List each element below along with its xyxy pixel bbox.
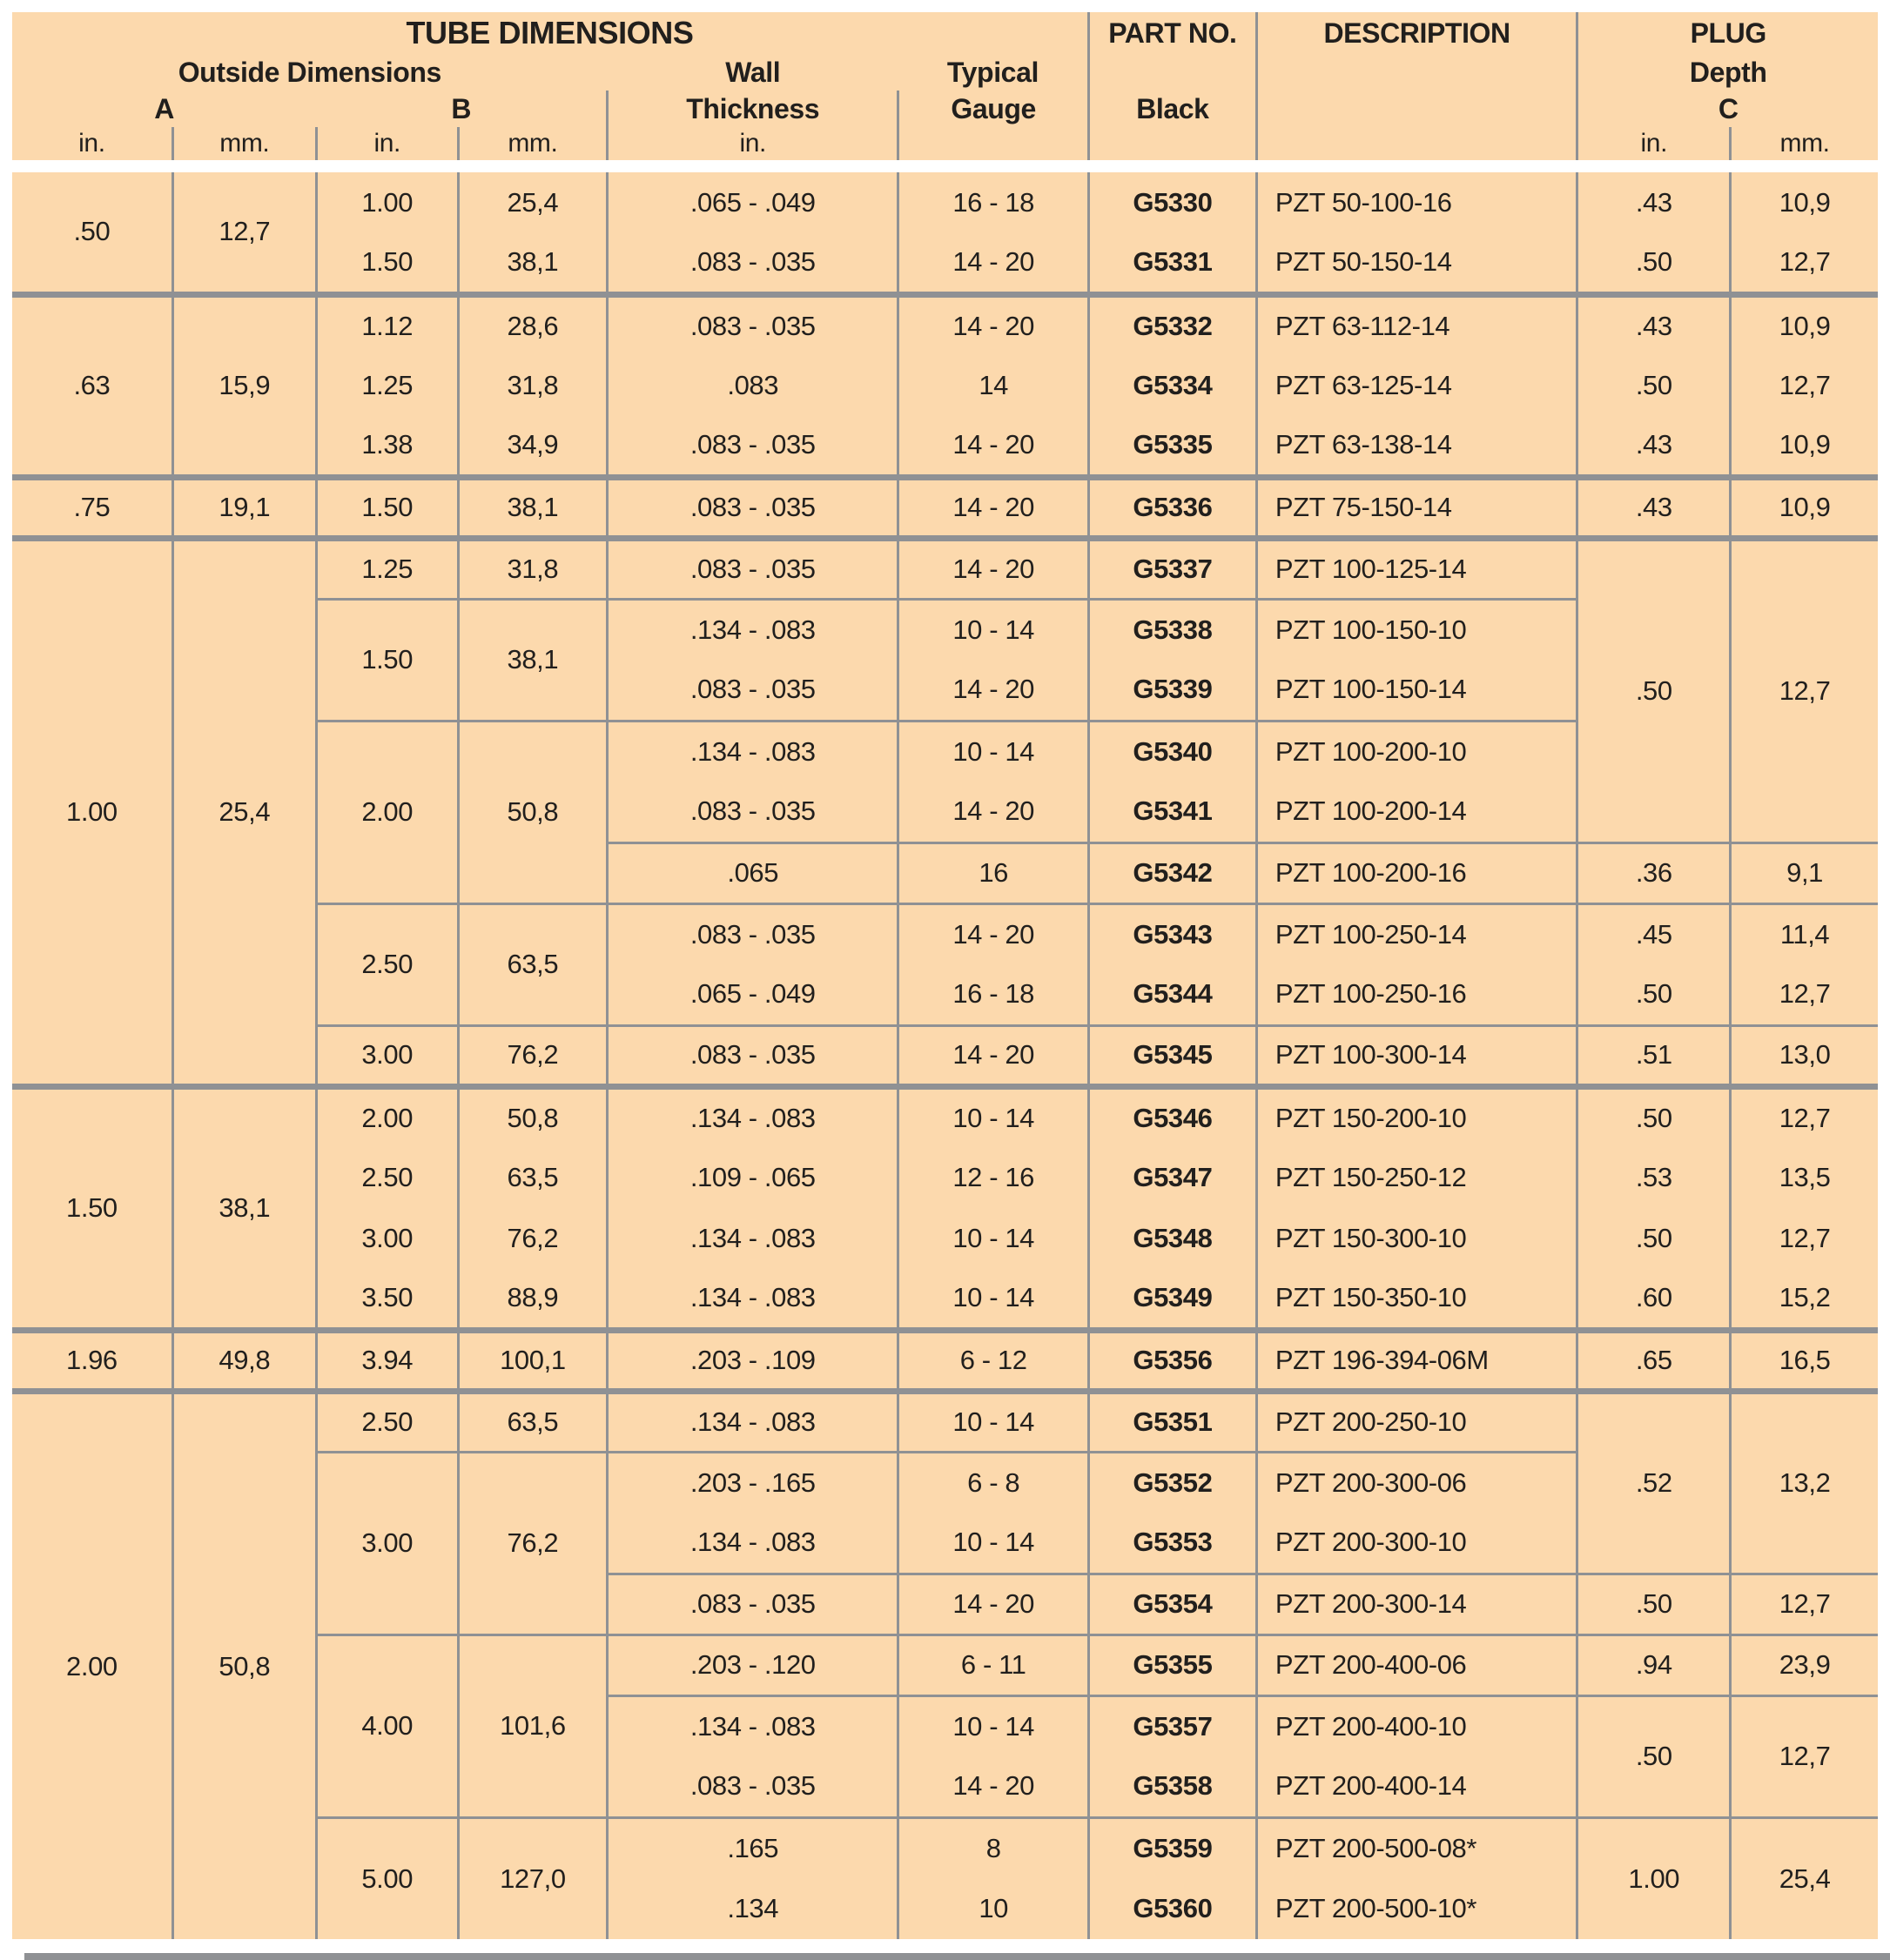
cell-gauge: 10 - 14 <box>898 1695 1089 1756</box>
table-row <box>12 538 1878 599</box>
cell-part: G5332 <box>1088 294 1256 355</box>
cell-b_mm: 76,2 <box>458 1025 607 1086</box>
cell-p_mm: 13,0 <box>1731 1025 1878 1086</box>
cell-wall: .165 <box>608 1817 898 1878</box>
cell-gauge: 14 - 20 <box>898 1025 1089 1086</box>
cell-gauge: 6 - 11 <box>898 1634 1089 1695</box>
cell-p_mm: 12,7 <box>1731 355 1878 416</box>
cell-wall: .134 - .083 <box>608 1269 898 1330</box>
cell-b_in: 1.50 <box>316 233 458 294</box>
cell-p_in: .60 <box>1577 1269 1731 1330</box>
cell-gauge: 10 - 14 <box>898 1513 1089 1574</box>
cell-p_in: .50 <box>1577 1695 1731 1817</box>
table-row <box>12 477 1878 538</box>
cell-wall: .109 - .065 <box>608 1147 898 1208</box>
cell-gauge: 6 - 8 <box>898 1452 1089 1513</box>
header-description: DESCRIPTION <box>1256 12 1577 54</box>
cell-b_in: 1.00 <box>316 172 458 233</box>
cell-gauge: 10 - 14 <box>898 599 1089 660</box>
cell-wall: .083 - .035 <box>608 782 898 842</box>
cell-part: G5342 <box>1088 842 1256 903</box>
cell-a_in: 2.00 <box>12 1391 172 1939</box>
cell-wall: .065 <box>608 842 898 903</box>
cell-part: G5352 <box>1088 1452 1256 1513</box>
header-black: Black <box>1088 91 1256 127</box>
cell-p_in: .51 <box>1577 1025 1731 1086</box>
cell-b_mm: 63,5 <box>458 903 607 1025</box>
cell-part: G5353 <box>1088 1513 1256 1574</box>
cell-gauge: 14 - 20 <box>898 660 1089 721</box>
cell-part: G5337 <box>1088 538 1256 599</box>
cell-p_mm: 10,9 <box>1731 294 1878 355</box>
cell-p_mm: 13,5 <box>1731 1147 1878 1208</box>
cell-wall: .134 <box>608 1878 898 1939</box>
cell-p_mm: 10,9 <box>1731 416 1878 477</box>
cell-a_mm: 25,4 <box>172 538 316 1086</box>
cell-wall: .134 - .083 <box>608 1513 898 1574</box>
cell-p_mm: 15,2 <box>1731 1269 1878 1330</box>
cell-p_in: .50 <box>1577 538 1731 842</box>
header-row-3 <box>12 91 1878 127</box>
cell-b_mm: 34,9 <box>458 416 607 477</box>
cell-wall: .134 - .083 <box>608 1208 898 1269</box>
unit-plug-in: in. <box>1577 127 1731 160</box>
cell-part: G5338 <box>1088 599 1256 660</box>
cell-part: G5340 <box>1088 721 1256 782</box>
cell-gauge: 12 - 16 <box>898 1147 1089 1208</box>
cell-gauge: 8 <box>898 1817 1089 1878</box>
cell-b_in: 4.00 <box>316 1634 458 1817</box>
cell-part: G5348 <box>1088 1208 1256 1269</box>
table-row <box>12 1086 1878 1147</box>
cell-part: G5349 <box>1088 1269 1256 1330</box>
cell-wall: .083 - .035 <box>608 294 898 355</box>
cell-wall: .134 - .083 <box>608 721 898 782</box>
cell-b_in: 1.50 <box>316 599 458 721</box>
header-row-1 <box>12 12 1878 54</box>
cell-p_in: .36 <box>1577 842 1731 903</box>
cell-desc: PZT 100-150-10 <box>1256 599 1577 660</box>
cell-a_mm: 49,8 <box>172 1330 316 1391</box>
header-spacer <box>1256 54 1577 91</box>
cell-p_in: .45 <box>1577 903 1731 964</box>
cell-wall: .203 - .120 <box>608 1634 898 1695</box>
cell-p_in: .43 <box>1577 172 1731 233</box>
cell-gauge: 10 <box>898 1878 1089 1939</box>
cell-gauge: 6 - 12 <box>898 1330 1089 1391</box>
cell-p_mm: 12,7 <box>1731 1208 1878 1269</box>
cell-p_mm: 10,9 <box>1731 172 1878 233</box>
table-row <box>12 1330 1878 1391</box>
cell-gauge: 14 - 20 <box>898 477 1089 538</box>
cell-part: G5357 <box>1088 1695 1256 1756</box>
cell-part: G5336 <box>1088 477 1256 538</box>
cell-b_mm: 76,2 <box>458 1452 607 1634</box>
cell-part: G5355 <box>1088 1634 1256 1695</box>
cell-desc: PZT 196-394-06M <box>1256 1330 1577 1391</box>
cell-wall: .203 - .165 <box>608 1452 898 1513</box>
cell-b_in: 1.12 <box>316 294 458 355</box>
cell-gauge: 16 - 18 <box>898 172 1089 233</box>
cell-wall: .134 - .083 <box>608 1391 898 1452</box>
cell-desc: PZT 100-200-16 <box>1256 842 1577 903</box>
cell-b_mm: 38,1 <box>458 599 607 721</box>
cell-p_in: .43 <box>1577 477 1731 538</box>
cell-p_mm: 25,4 <box>1731 1817 1878 1939</box>
cell-gauge: 10 - 14 <box>898 1086 1089 1147</box>
cell-p_in: .53 <box>1577 1147 1731 1208</box>
cell-p_mm: 12,7 <box>1731 964 1878 1025</box>
cell-a_in: .50 <box>73 216 111 247</box>
cell-part: G5339 <box>1088 660 1256 721</box>
cell-wall: .065 - .049 <box>608 964 898 1025</box>
cell-part: G5334 <box>1088 355 1256 416</box>
cell-b_in: 1.25 <box>316 538 458 599</box>
cell-desc: PZT 50-150-14 <box>1256 233 1577 294</box>
cell-a_in: 1.96 <box>12 1330 172 1391</box>
gap-cell <box>12 160 1878 172</box>
cell-part: G5345 <box>1088 1025 1256 1086</box>
header-typical: Typical <box>946 56 1039 88</box>
cell-desc: PZT 63-125-14 <box>1256 355 1577 416</box>
cell-wall: .083 - .035 <box>608 1756 898 1817</box>
cell-b_mm: 31,8 <box>458 355 607 416</box>
cell-b_in: 5.00 <box>316 1817 458 1939</box>
cell-gauge: 14 - 20 <box>898 782 1089 842</box>
cell-desc: PZT 150-200-10 <box>1256 1086 1577 1147</box>
cell-b_mm: 38,1 <box>458 477 607 538</box>
cell-wall: .083 - .035 <box>608 1025 898 1086</box>
cell-desc: PZT 200-300-14 <box>1256 1574 1577 1634</box>
header-thickness: Thickness <box>608 91 898 127</box>
cell-p_in: .50 <box>1577 355 1731 416</box>
cell-desc: PZT 200-500-08* <box>1256 1817 1577 1878</box>
cell-part: G5341 <box>1088 782 1256 842</box>
cell-p_mm: 12,7 <box>1731 1695 1878 1817</box>
header-a: A <box>154 92 174 124</box>
header-spacer <box>1256 91 1577 127</box>
cell-p_mm: 12,7 <box>1731 233 1878 294</box>
cell-a_in: .63 <box>12 294 172 477</box>
cell-b_mm: 101,6 <box>458 1634 607 1817</box>
cell-a_in: .75 <box>12 477 172 538</box>
cell-b_mm: 63,5 <box>458 1147 607 1208</box>
unit-plug-mm: mm. <box>1731 127 1878 160</box>
cell-desc: PZT 200-300-10 <box>1256 1513 1577 1574</box>
cell-gauge: 14 - 20 <box>898 538 1089 599</box>
cell-wall: .134 - .083 <box>608 599 898 660</box>
cell-b_in: 3.00 <box>316 1025 458 1086</box>
cell-desc: PZT 200-250-10 <box>1256 1391 1577 1452</box>
cell-b_mm: 100,1 <box>458 1330 607 1391</box>
cell-a_mm: 12,7 <box>172 172 316 294</box>
cell-part: G5347 <box>1088 1147 1256 1208</box>
cell-p_mm: 23,9 <box>1731 1634 1878 1695</box>
cell-b_mm: 50,8 <box>458 1086 607 1147</box>
cell-b_mm: 50,8 <box>458 721 607 903</box>
header-body-gap <box>12 160 1878 172</box>
cell-desc: PZT 200-400-14 <box>1256 1756 1577 1817</box>
cell-b_in: 2.50 <box>316 1147 458 1208</box>
table-row <box>12 1391 1878 1452</box>
cell-part: G5351 <box>1088 1391 1256 1452</box>
cell-p_in: .50 <box>1577 964 1731 1025</box>
cell-desc: PZT 200-400-06 <box>1256 1634 1577 1695</box>
cell-p_in: .65 <box>1577 1330 1731 1391</box>
cell-b_in: 2.00 <box>316 1086 458 1147</box>
header-wall: Wall <box>725 56 781 88</box>
cell-gauge: 10 - 14 <box>898 1269 1089 1330</box>
cell-b_mm: 88,9 <box>458 1269 607 1330</box>
cell-desc: PZT 150-300-10 <box>1256 1208 1577 1269</box>
cell-wall: .083 - .035 <box>608 538 898 599</box>
unit-a-in: in. <box>78 129 105 158</box>
cell-p_mm: 16,5 <box>1731 1330 1878 1391</box>
cell-part: G5330 <box>1088 172 1256 233</box>
cell-part: G5331 <box>1088 233 1256 294</box>
header-spacer <box>1088 54 1256 91</box>
cell-desc: PZT 200-400-10 <box>1256 1695 1577 1756</box>
cell-gauge: 10 - 14 <box>898 1391 1089 1452</box>
cell-b_mm: 127,0 <box>458 1817 607 1939</box>
cell-p_in: .43 <box>1577 416 1731 477</box>
cell-desc: PZT 100-200-10 <box>1256 721 1577 782</box>
cell-part: G5344 <box>1088 964 1256 1025</box>
header-gauge: Gauge <box>898 91 1089 127</box>
cell-part: G5346 <box>1088 1086 1256 1147</box>
cell-part: G5358 <box>1088 1756 1256 1817</box>
cell-b_in: 3.94 <box>316 1330 458 1391</box>
cell-desc: PZT 100-250-14 <box>1256 903 1577 964</box>
unit-b-mm: mm. <box>458 127 607 160</box>
cell-a_in: 1.00 <box>12 538 172 1086</box>
cell-p_in: .43 <box>1577 294 1731 355</box>
cell-gauge: 14 - 20 <box>898 233 1089 294</box>
cell-a_mm: 19,1 <box>172 477 316 538</box>
cell-part: G5359 <box>1088 1817 1256 1878</box>
cell-b_in: 1.50 <box>316 477 458 538</box>
cell-desc: PZT 63-138-14 <box>1256 416 1577 477</box>
cell-wall: .083 <box>608 355 898 416</box>
cell-wall: .083 - .035 <box>608 1574 898 1634</box>
cell-part: G5354 <box>1088 1574 1256 1634</box>
cell-p_in: .94 <box>1577 1634 1731 1695</box>
cell-part: G5343 <box>1088 903 1256 964</box>
cell-p_in: .50 <box>1577 1574 1731 1634</box>
cell-p_in: 1.00 <box>1577 1817 1731 1939</box>
cell-p_mm: 10,9 <box>1731 477 1878 538</box>
header-row-units <box>12 127 1878 160</box>
cell-desc: PZT 150-250-12 <box>1256 1147 1577 1208</box>
cell-p_in: .50 <box>1577 233 1731 294</box>
header-b: B <box>451 92 472 124</box>
header-depth: Depth <box>1577 54 1878 91</box>
cell-wall: .083 - .035 <box>608 416 898 477</box>
cell-a_mm: 15,9 <box>172 294 316 477</box>
cell-gauge: 16 <box>898 842 1089 903</box>
header-spacer <box>898 127 1089 160</box>
header-spacer <box>1256 127 1577 160</box>
cell-desc: PZT 100-250-16 <box>1256 964 1577 1025</box>
cell-p_in: .52 <box>1577 1391 1731 1574</box>
cell-b_in: 2.50 <box>316 903 458 1025</box>
cell-wall: .083 - .035 <box>608 660 898 721</box>
cell-p_mm: 13,2 <box>1731 1391 1878 1574</box>
cell-b_in: 2.50 <box>316 1391 458 1452</box>
cell-desc: PZT 50-100-16 <box>1256 172 1577 233</box>
unit-wall-in: in. <box>608 127 898 160</box>
header-spacer <box>1088 127 1256 160</box>
cell-b_in: 3.00 <box>316 1452 458 1634</box>
cell-wall: .203 - .109 <box>608 1330 898 1391</box>
cell-b_mm: 28,6 <box>458 294 607 355</box>
header-row-2 <box>12 54 1878 91</box>
cell-wall: .083 - .035 <box>608 903 898 964</box>
cell-desc: PZT 75-150-14 <box>1256 477 1577 538</box>
bottom-rule <box>24 1953 1890 1960</box>
table-row <box>12 172 1878 233</box>
cell-part: G5360 <box>1088 1878 1256 1939</box>
cell-b_in: 1.25 <box>316 355 458 416</box>
cell-p_mm: 12,7 <box>1731 538 1878 842</box>
cell-gauge: 14 <box>898 355 1089 416</box>
cell-b_mm: 31,8 <box>458 538 607 599</box>
header-part-no: PART NO. <box>1088 12 1256 54</box>
unit-b-in: in. <box>316 127 458 160</box>
cell-gauge: 14 - 20 <box>898 1756 1089 1817</box>
table-row <box>12 294 1878 355</box>
cell-wall: .083 - .035 <box>608 233 898 294</box>
cell-a_mm: 38,1 <box>172 1086 316 1330</box>
header-plug: PLUG <box>1577 12 1878 54</box>
cell-desc: PZT 100-150-14 <box>1256 660 1577 721</box>
cell-a_mm: 50,8 <box>172 1391 316 1939</box>
cell-b_in: 3.50 <box>316 1269 458 1330</box>
cell-b_mm: 25,4 <box>458 172 607 233</box>
cell-gauge: 14 - 20 <box>898 1574 1089 1634</box>
cell-p_in: .50 <box>1577 1208 1731 1269</box>
cell-gauge: 14 - 20 <box>898 903 1089 964</box>
header-tube-dimensions: TUBE DIMENSIONS <box>406 15 694 50</box>
table-body <box>12 172 1878 1939</box>
cell-part: G5335 <box>1088 416 1256 477</box>
cell-b_mm: 38,1 <box>458 233 607 294</box>
cell-desc: PZT 200-500-10* <box>1256 1878 1577 1939</box>
cell-b_in: 3.00 <box>316 1208 458 1269</box>
cell-p_mm: 9,1 <box>1731 842 1878 903</box>
cell-b_in: 1.38 <box>316 416 458 477</box>
cell-wall: .134 - .083 <box>608 1695 898 1756</box>
tube-dimensions-table <box>12 12 1878 1939</box>
cell-p_mm: 11,4 <box>1731 903 1878 964</box>
cell-gauge: 14 - 20 <box>898 294 1089 355</box>
cell-desc: PZT 63-112-14 <box>1256 294 1577 355</box>
cell-gauge: 16 - 18 <box>898 964 1089 1025</box>
cell-wall: .065 - .049 <box>608 172 898 233</box>
cell-gauge: 10 - 14 <box>898 1208 1089 1269</box>
header-outside-dimensions: Outside Dimensions <box>178 56 441 88</box>
header-c: C <box>1577 91 1878 127</box>
cell-part: G5356 <box>1088 1330 1256 1391</box>
cell-a_in: 1.50 <box>12 1086 172 1330</box>
cell-gauge: 14 - 20 <box>898 416 1089 477</box>
cell-b_in: 2.00 <box>316 721 458 903</box>
cell-p_mm: 12,7 <box>1731 1574 1878 1634</box>
unit-a-mm: mm. <box>172 127 316 160</box>
cell-wall: .134 - .083 <box>608 1086 898 1147</box>
cell-wall: .083 - .035 <box>608 477 898 538</box>
cell-desc: PZT 100-125-14 <box>1256 538 1577 599</box>
cell-gauge: 10 - 14 <box>898 721 1089 782</box>
cell-b_mm: 76,2 <box>458 1208 607 1269</box>
cell-p_in: .50 <box>1577 1086 1731 1147</box>
cell-b_mm: 63,5 <box>458 1391 607 1452</box>
cell-desc: PZT 100-300-14 <box>1256 1025 1577 1086</box>
table-header <box>12 12 1878 172</box>
cell-desc: PZT 200-300-06 <box>1256 1452 1577 1513</box>
cell-desc: PZT 100-200-14 <box>1256 782 1577 842</box>
cell-desc: PZT 150-350-10 <box>1256 1269 1577 1330</box>
cell-p_mm: 12,7 <box>1731 1086 1878 1147</box>
